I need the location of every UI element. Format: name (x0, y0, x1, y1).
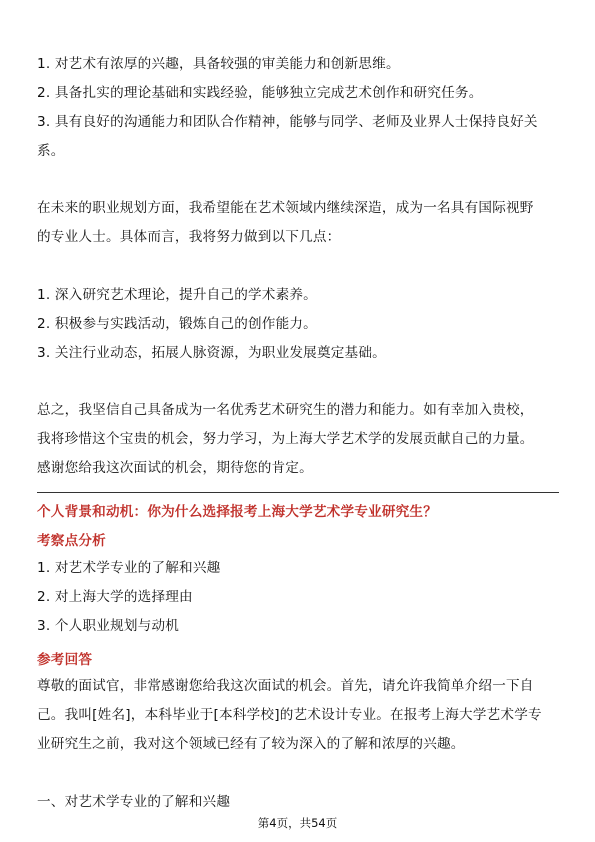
question-title: 个人背景和动机：你为什么选择报考上海大学艺术学专业研究生？ (37, 504, 438, 520)
section-one-heading: 一、对艺术学专业的了解和兴趣 (37, 794, 231, 810)
career-list-item-1: 1. 深入研究艺术理论，提升自己的学术素养。 (37, 287, 317, 303)
career-list-item-2: 2. 积极参与实践活动，锻炼自己的创作能力。 (37, 316, 317, 332)
answer-line-2: 己。我叫[姓名]，本科毕业于[本科学校]的艺术设计专业。在报考上海大学艺术学专 (37, 707, 542, 723)
analysis-item-2: 2. 对上海大学的选择理由 (37, 589, 193, 605)
analysis-item-3: 3. 个人职业规划与动机 (37, 618, 180, 634)
conclusion-line-1: 总之，我坚信自己具备成为一名优秀艺术研究生的潜力和能力。如有幸加入贵校， (37, 402, 534, 418)
analysis-item-1: 1. 对艺术学专业的了解和兴趣 (37, 560, 221, 576)
answer-line-1: 尊敬的面试官，非常感谢您给我这次面试的机会。首先，请允许我简单介绍一下自 (37, 678, 534, 694)
page-number: 第4页，共54页 (257, 816, 338, 830)
career-paragraph-line-1: 在未来的职业规划方面，我希望能在艺术领域内继续深造，成为一名具有国际视野 (37, 200, 534, 216)
conclusion-line-2: 我将珍惜这个宝贵的机会，努力学习，为上海大学艺术学的发展贡献自己的力量。 (37, 431, 534, 447)
intro-list-item-1: 1. 对艺术有浓厚的兴趣，具备较强的审美能力和创新思维。 (37, 56, 400, 72)
section-divider (37, 492, 559, 493)
intro-list-item-3: 3. 具有良好的沟通能力和团队合作精神，能够与同学、老师及业界人士保持良好关 (37, 114, 538, 130)
intro-list-item-3-continued: 系。 (37, 143, 65, 159)
career-list-item-3: 3. 关注行业动态，拓展人脉资源，为职业发展奠定基础。 (37, 345, 386, 361)
answer-heading: 参考回答 (37, 652, 93, 668)
analysis-heading: 考察点分析 (37, 533, 106, 549)
career-paragraph-line-2: 的专业人士。具体而言，我将努力做到以下几点： (37, 229, 341, 245)
answer-line-3: 业研究生之前，我对这个领域已经有了较为深入的了解和浓厚的兴趣。 (37, 736, 465, 752)
intro-list-item-2: 2. 具备扎实的理论基础和实践经验，能够独立完成艺术创作和研究任务。 (37, 85, 483, 101)
conclusion-line-3: 感谢您给我这次面试的机会，期待您的肯定。 (37, 460, 313, 476)
